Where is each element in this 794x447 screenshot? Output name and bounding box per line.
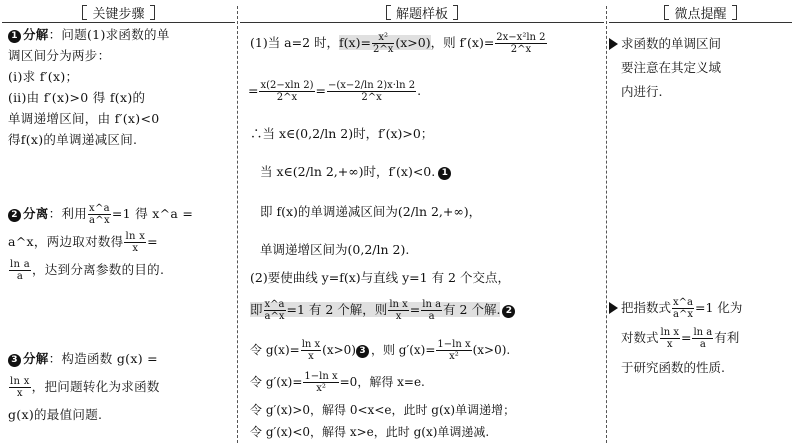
tips-header: 微点提醒 [664,3,736,22]
fraction: $\frac{\text{ln x}}{x}$ [125,231,146,254]
pointer-arrow-icon [609,302,618,314]
fraction: $\frac{x\^{}a}{a\^{}x}$ [89,203,110,226]
step-1-line: 单调递增区间，由 f′(x)<0 [8,111,160,126]
step-1-line: 调区间分为两步： [8,48,111,63]
step-3-title: 分解 [23,351,49,366]
key-steps-header: 关键步骤 [82,3,154,22]
step-2-title: 分离 [23,206,49,221]
solution-line-10: 令 g′(x)= $\frac{\text{1−ln x}}{\text{x²}}$ =0，解得 x=e. [250,371,425,394]
solution-line-12: 令 g′(x)<0，解得 x>e，此时 g(x)单调递减. [250,425,490,439]
step-1-line: (ⅱ)由 f′(x)>0 得 f(x)的 [8,90,146,105]
highlighted-expression: 即 $\frac{x\^{}a}{a\^{}x}$ =1 有 2 个解，则 $\frac{\text{ln x}}{x}$ = $\frac{\text{ln a}}{a}$ 有 2 个解. [250,299,501,322]
solution-line-6: 单调递增区间为(0,2/ln 2). [260,242,410,257]
step-1-text: ：问题(1)求函数的单 [48,27,170,42]
solution-line-8 [250,294,517,326]
step-1-line: (ⅰ)求 f′(x)； [8,69,79,84]
step-2-text: = [147,234,158,249]
step-1-block [8,24,233,150]
header-rule [240,22,604,23]
solution-line-9: 令 g(x)= $\frac{\text{ln x}}{x}$ (x>0) 3 ，则 g′(x)= $\frac{\text{1−ln x}}{\text{x²}}$ (x>0). [250,339,511,362]
solution-line-2: = $\frac{x(2-xln 2)}{2\^{}x}$ = $\frac{-(x-2/\ln 2)x\cdot\ln 2}{2\^{}x}$ . [248,80,422,103]
step-3-block [8,345,233,429]
step-3-text: ，把问题转化为求函数 [31,379,160,394]
fraction: $\frac{\text{ln a}}{a}$ [10,259,30,282]
solution-line-3: ∴当 x∈(0,2/ln 2)时，f′(x)>0； [250,126,434,141]
step-1-line: 得f(x)的单调递减区间. [8,132,138,147]
solution-line-5: 即 f(x)的单调递减区间为(2/ln 2,+∞)， [260,204,482,219]
header-rule [2,22,235,23]
step-badge-2: 2 [8,209,21,222]
step-2-text: ：利用 [48,206,88,221]
highlighted-expression: f(x)= $\frac{\text{x²}}{2\^{}x}$ (x>0) [339,32,431,55]
marker-1: 1 [438,167,451,180]
solution-line-1: (1)当 a=2 时，f(x)= $\frac{\text{x²}}{2\^{}x}$ (x>0)，则 f′(x)= $\frac{\text{2x−x²ln 2}}{2\^{}x}$ [250,32,546,55]
step-2-text: ，达到分离参数的目的. [31,262,165,277]
marker-2: 2 [502,305,515,318]
step-badge-1: 1 [8,30,21,43]
header-rule [609,22,792,23]
step-3-text: ：构造函数 g(x) = [48,351,158,366]
solution-template-header: 解题样板 [386,3,458,22]
solution-line-4: 当 x∈(2/ln 2,+∞)时，f′(x)<0. 1 [260,158,453,186]
step-1-title: 分解 [23,27,49,42]
step-2-block [8,200,233,284]
step-3-line: g(x)的最值问题. [8,407,103,422]
tips-column [607,0,794,447]
key-steps-column [0,0,237,447]
fraction: $\frac{\text{ln x}}{x}$ [10,376,30,399]
step-2-text: =1 得 x^a = [111,206,194,221]
solution-line-11: 令 g′(x)>0，解得 0<x<e，此时 g(x)单调递增； [250,403,516,417]
step-2-text: a^x，两边取对数得 [8,234,124,249]
pointer-arrow-icon [609,38,618,50]
solution-line-7: (2)要使曲线 y=f(x)与直线 y=1 有 2 个交点， [250,270,510,285]
tip-1: 求函数的单调区间 要注意在其定义域 内进行. [621,36,722,99]
solution-template-column [238,0,606,447]
step-badge-3: 3 [8,354,21,367]
tip-2: 把指数式 $\frac{x\^{}a}{a\^{}x}$ =1 化为 对数式 $\frac{\text{ln x}}{x}$ = $\frac{\text{ln a}}{a}$ 有利 于研究函数的性质. [621,297,743,375]
marker-3: 3 [356,345,369,358]
